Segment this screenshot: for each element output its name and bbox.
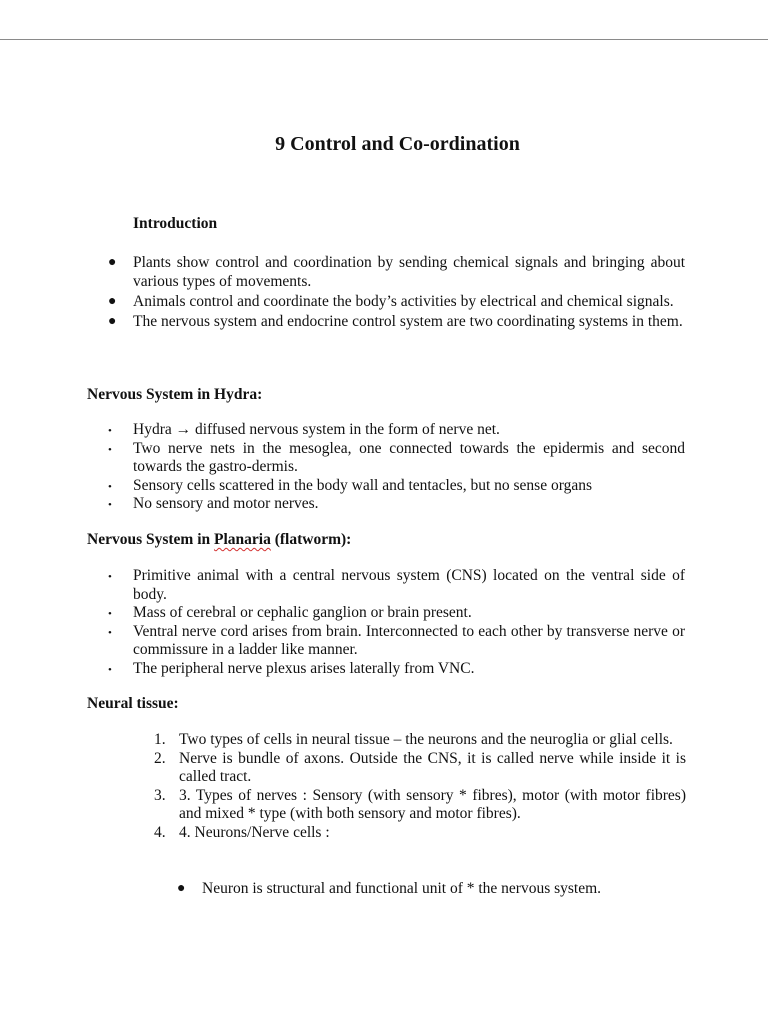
planaria-heading: Nervous System in Planaria (flatworm): [87,531,352,548]
hydra-heading: Nervous System in Hydra: [87,386,263,403]
bullet-icon: ● [108,313,117,329]
list-item: ● Neuron is structural and functional unit of * the nervous system. [177,880,602,897]
list-item: 4. 4. Neurons/Nerve cells : [154,823,330,841]
list-number: 2. [154,749,166,767]
bullet-icon: • [108,425,112,437]
bullet-icon: • [108,443,112,456]
list-number: 1. [154,731,166,748]
introduction-list [108,254,685,333]
list-item: 1. Two types of cells in neural tissue – the neurons and the neuroglia or glial cells. [154,731,673,748]
bullet-icon: ● [108,255,117,270]
list-item: 2. Nerve is bundle of axons. Outside the CNS, it is called nerve while inside it is called tract. [154,749,686,785]
list-item: • Primitive animal with a central nervous system (CNS) located on the ventral side of body. [108,567,685,603]
list-item: • Ventral nerve cord arises from brain. Interconnected to each other by transverse nerve or commissure in a ladder like manner. [108,622,685,658]
list-number: 3. [154,786,166,804]
list-item: • No sensory and motor nerves. [133,495,685,514]
bullet-icon: • [108,608,112,620]
page-top-border [0,39,768,40]
document-title: 9 Control and Co-ordination [275,133,520,155]
bullet-icon: ● [108,293,117,309]
list-item: • Hydra → diffused nervous system in the form of nerve net. [133,421,685,440]
bullet-icon: • [108,626,112,639]
list-item: 3. 3. Types of nerves : Sensory (with sensory * fibres), motor (with motor fibres) and mixed * type (with both sensory and motor fibres). [154,786,686,822]
bullet-icon: • [108,571,112,583]
introduction-heading: Introduction [133,215,218,232]
spellcheck-underlined-word: Planaria [214,531,271,548]
bullet-icon: • [108,663,112,676]
planaria-list [108,567,685,678]
hydra-list [108,421,685,514]
bullet-icon: • [108,499,112,511]
neuron-sub-list [177,880,686,899]
bullet-icon: ● [177,881,186,896]
neural-tissue-heading: Neural tissue: [87,695,179,712]
bullet-icon: • [108,480,112,493]
list-item: ● Animals control and coordinate the body’s activities by electrical and chemical signals. [108,292,674,310]
neural-tissue-list [154,731,686,842]
list-item: ● Plants show control and coordination by sending chemical signals and bringing about various types of movements. [108,254,685,290]
list-item: • Mass of cerebral or cephalic ganglion or brain present. [133,604,685,623]
list-number: 4. [154,823,166,841]
list-item: • Sensory cells scattered in the body wall and tentacles, but no sense organs [133,477,685,496]
list-item: • Two nerve nets in the mesoglea, one connected towards the epidermis and second towards the gastro-dermis. [108,439,685,475]
list-item: • The peripheral nerve plexus arises laterally from VNC. [133,660,685,679]
list-item: ● The nervous system and endocrine control system are two coordinating systems in them. [108,312,683,330]
